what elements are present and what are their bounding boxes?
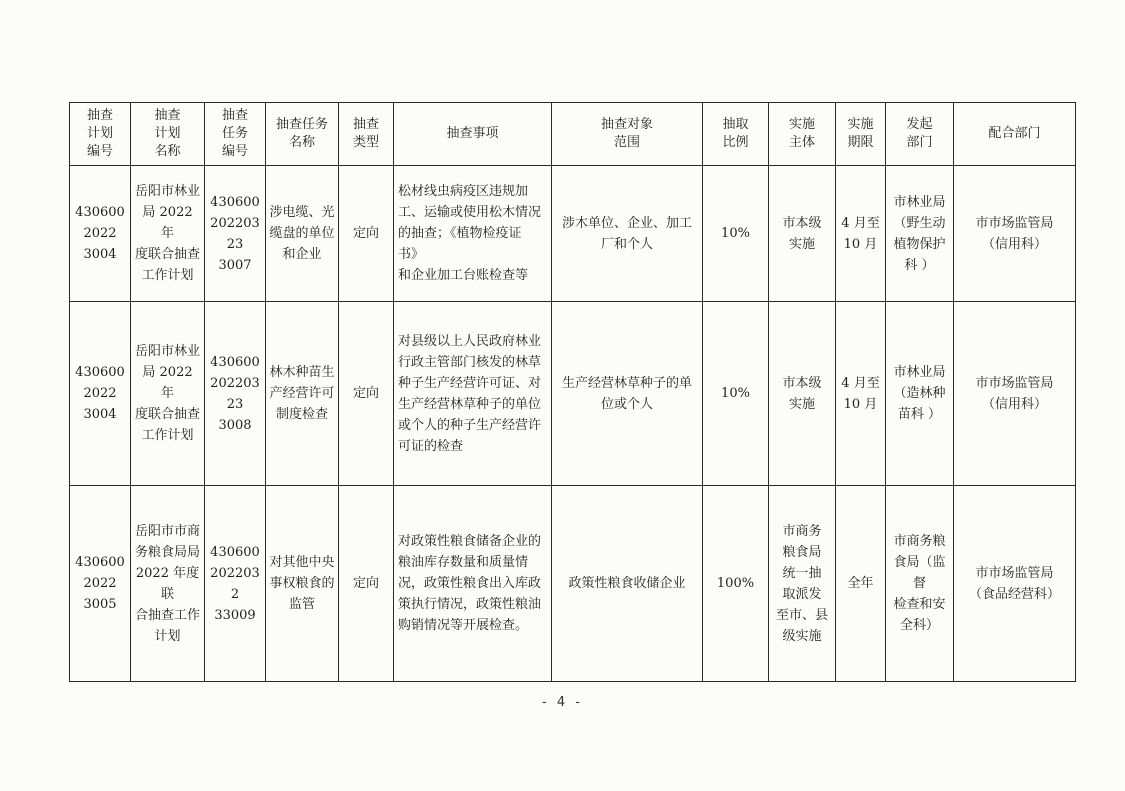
cell-task-name: 对其他中央 事权粮食的 监管 xyxy=(266,486,339,682)
cell-initiator: 市林业局 （野生动 植物保护 科 ） xyxy=(886,166,954,302)
cell-period: 4 月至 10 月 xyxy=(836,166,886,302)
cell-ratio: 10% xyxy=(703,302,769,486)
col-header-executor: 实施 主体 xyxy=(769,103,836,166)
cell-executor: 市商务 粮食局 统一抽 取派发 至市、县 级实施 xyxy=(769,486,836,682)
cell-scope: 涉木单位、企业、加工 厂和个人 xyxy=(552,166,703,302)
page-number: - 4 - xyxy=(542,695,583,710)
col-header-plan-no: 抽查 计划 编号 xyxy=(70,103,131,166)
cell-initiator: 市商务粮 食局（监督 检查和安 全科） xyxy=(886,486,954,682)
cell-ratio: 10% xyxy=(703,166,769,302)
col-header-type: 抽查 类型 xyxy=(339,103,394,166)
cell-cooperator: 市市场监管局 （食品经营科） xyxy=(954,486,1076,682)
cell-plan-no: 430600 2022 3005 xyxy=(70,486,131,682)
cell-plan-no: 430600 2022 3004 xyxy=(70,302,131,486)
col-header-ratio: 抽取 比例 xyxy=(703,103,769,166)
cell-type: 定向 xyxy=(339,302,394,486)
cell-task-name: 林木种苗生 产经营许可 制度检查 xyxy=(266,302,339,486)
table-row xyxy=(70,302,1076,486)
col-header-plan-name: 抽查 计划 名称 xyxy=(131,103,205,166)
cell-plan-no: 430600 2022 3004 xyxy=(70,166,131,302)
cell-matters: 对政策性粮食储备企业的 粮油库存数量和质量情 况，政策性粮食出入库政 策执行情况，政策性粮油 购销情况等开展检查。 xyxy=(394,486,552,682)
cell-scope: 政策性粮食收储企业 xyxy=(552,486,703,682)
cell-plan-name: 岳阳市市商 务粮食局局 2022 年度联 合抽查工作 计划 xyxy=(131,486,205,682)
cell-type: 定向 xyxy=(339,486,394,682)
cell-plan-name: 岳阳市林业 局 2022 年 度联合抽查 工作计划 xyxy=(131,302,205,486)
cell-task-no: 430600 20220323 3007 xyxy=(205,166,266,302)
col-header-scope: 抽查对象 范围 xyxy=(552,103,703,166)
cell-period: 全年 xyxy=(836,486,886,682)
cell-task-no: 430600 20220323 3008 xyxy=(205,302,266,486)
cell-task-name: 涉电缆、光 缆盘的单位 和企业 xyxy=(266,166,339,302)
col-header-period: 实施 期限 xyxy=(836,103,886,166)
col-header-initiator: 发起 部门 xyxy=(886,103,954,166)
col-header-task-no: 抽查 任务 编号 xyxy=(205,103,266,166)
col-header-cooperator: 配合部门 xyxy=(954,103,1076,166)
table-header-row xyxy=(70,103,1076,166)
cell-type: 定向 xyxy=(339,166,394,302)
table-row xyxy=(70,166,1076,302)
inspection-plan-table xyxy=(69,102,1076,682)
cell-task-no: 430600 2022032 33009 xyxy=(205,486,266,682)
cell-initiator: 市林业局 （造林种 苗科 ） xyxy=(886,302,954,486)
cell-executor: 市本级 实施 xyxy=(769,166,836,302)
cell-cooperator: 市市场监管局 （信用科） xyxy=(954,166,1076,302)
cell-plan-name: 岳阳市林业 局 2022 年 度联合抽查 工作计划 xyxy=(131,166,205,302)
col-header-matters: 抽查事项 xyxy=(394,103,552,166)
col-header-task-name: 抽查任务 名称 xyxy=(266,103,339,166)
cell-cooperator: 市市场监管局 （信用科） xyxy=(954,302,1076,486)
cell-scope: 生产经营林草种子的单 位或个人 xyxy=(552,302,703,486)
table-row xyxy=(70,486,1076,682)
cell-executor: 市本级 实施 xyxy=(769,302,836,486)
cell-ratio: 100% xyxy=(703,486,769,682)
cell-period: 4 月至 10 月 xyxy=(836,302,886,486)
cell-matters: 松材线虫病疫区违规加 工、运输或使用松木情况 的抽查；《植物检疫证书》 和企业加工台账检查等 xyxy=(394,166,552,302)
cell-matters: 对县级以上人民政府林业 行政主管部门核发的林草 种子生产经营许可证、对 生产经营林草种子的单位 或个人的种子生产经营许 可证的检查 xyxy=(394,302,552,486)
